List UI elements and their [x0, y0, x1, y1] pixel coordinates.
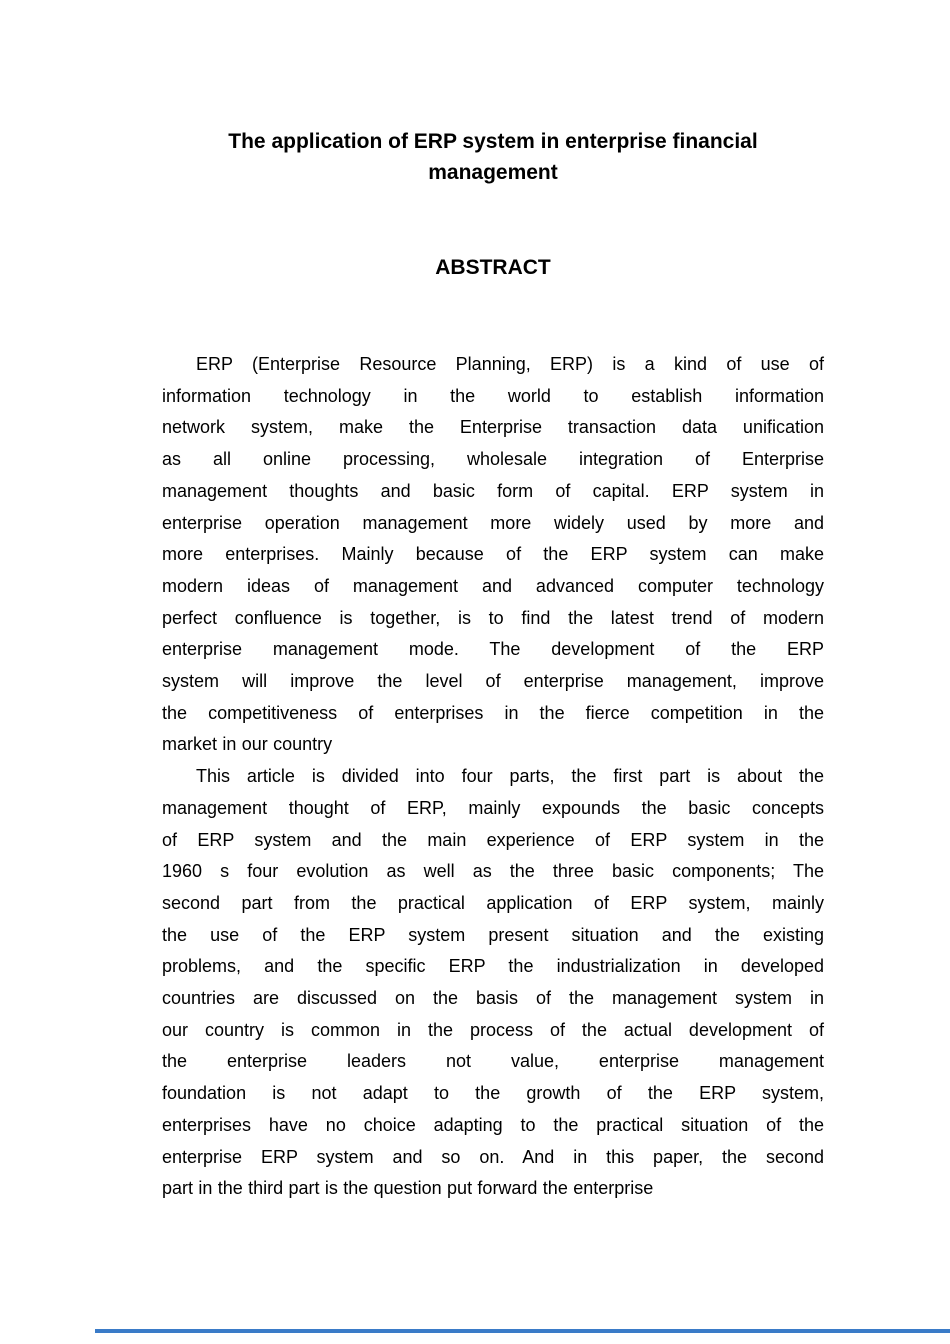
- text-line: perfect confluence is together, is to find the latest trend of modern: [162, 607, 824, 628]
- text-line: enterprise management mode. The development of the ERP: [162, 639, 824, 660]
- text-line: 1960 s four evolution as well as the three basic components; The: [162, 861, 824, 882]
- text-line: network system, make the Enterprise transaction data unification: [162, 417, 824, 438]
- text-line: the competitiveness of enterprises in the fierce competition in the: [162, 702, 824, 723]
- text-line: our country is common in the process of the actual development of: [162, 1019, 824, 1040]
- text-line: more enterprises. Mainly because of the ERP system can make: [162, 544, 824, 565]
- text-line: management thoughts and basic form of capital. ERP system in: [162, 480, 824, 501]
- text-line: enterprises have no choice adapting to the practical situation of the: [162, 1114, 824, 1135]
- text-line: foundation is not adapt to the growth of the ERP system,: [162, 1083, 824, 1104]
- text-line: ERP (Enterprise Resource Planning, ERP) is a kind of use of: [196, 354, 824, 374]
- text-line: This article is divided into four parts, the first part is about the: [196, 766, 824, 787]
- abstract-paragraph-2: [162, 761, 824, 1205]
- text-line: of ERP system and the main experience of ERP system in the: [162, 829, 824, 850]
- abstract-paragraph-1: [162, 349, 824, 761]
- text-line: problems, and the specific ERP the industrialization in developed: [162, 956, 824, 977]
- text-line: market in our country: [162, 734, 333, 755]
- text-line: the use of the ERP system present situation and the existing: [162, 924, 824, 945]
- bottom-divider: [95, 1329, 950, 1333]
- text-line: enterprise operation management more widely used by more and: [162, 512, 824, 533]
- text-line: system will improve the level of enterprise management, improve: [162, 671, 824, 692]
- text-line: part in the third part is the question put forward the enterprise: [162, 1178, 654, 1199]
- document-title: The application of ERP system in enterprise financial management: [228, 130, 758, 184]
- text-line: enterprise ERP system and so on. And in this paper, the second: [162, 1146, 824, 1167]
- text-line: modern ideas of management and advanced computer technology: [162, 575, 824, 596]
- abstract-heading: ABSTRACT: [435, 256, 551, 279]
- text-line: second part from the practical application of ERP system, mainly: [162, 892, 824, 913]
- text-line: countries are discussed on the basis of the management system in: [162, 988, 824, 1009]
- text-line: management thought of ERP, mainly expounds the basic concepts: [162, 797, 824, 818]
- text-line: as all online processing, wholesale integration of Enterprise: [162, 449, 824, 470]
- text-line: the enterprise leaders not value, enterprise management: [162, 1051, 824, 1072]
- text-line: information technology in the world to establish information: [162, 385, 824, 406]
